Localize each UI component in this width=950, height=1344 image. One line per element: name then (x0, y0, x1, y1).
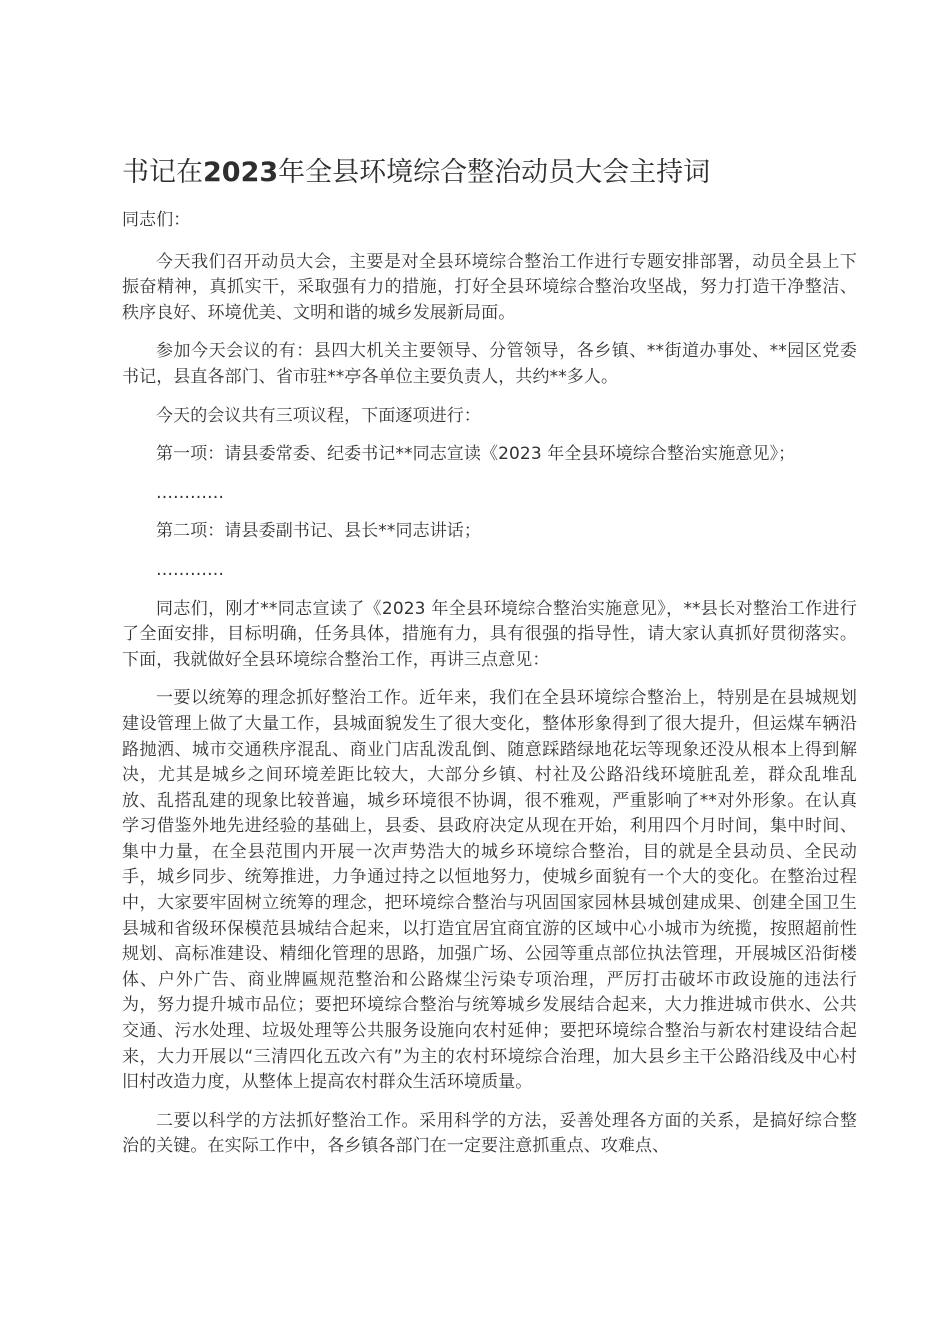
paragraph-point-two: 二要以科学的方法抓好整治工作。采用科学的方法，妥善处理各方面的关系，是搞好综合整治的关键。在实际工作中，各乡镇各部门在一定要注意抓重点、攻难点、 (122, 1110, 857, 1157)
title-year: 2023 (203, 157, 279, 188)
ellipsis-one: ………… (156, 482, 224, 503)
paragraph-agenda: 今天的会议共有三项议程，下面逐项进行： (156, 405, 481, 426)
ellipsis-two: ………… (156, 559, 224, 580)
salutation: 同志们： (122, 210, 191, 230)
title-suffix: 年全县环境综合整治动员大会主持词 (278, 157, 711, 188)
document-body (122, 208, 857, 1173)
title-prefix: 书记在 (122, 157, 203, 188)
paragraph-item-two: 第二项：请县委副书记、县长**同志讲话； (156, 521, 481, 542)
paragraph-item-one: 第一项：请县委常委、纪委书记**同志宣读《2023 年全县环境综合整治实施意见》； (156, 444, 796, 465)
paragraph-point-one: 一要以统筹的理念抓好整治工作。近年来，我们在全县环境综合整治上，特别是在县城规划建设管理上做了大量工作，县城面貌发生了很大变化，整体形象得到了很大提升，但运煤车辆沿路抛洒、城市交通秩序混乱、商业门店乱泼乱倒、随意踩踏绿地花坛等现象还没从根本上得到解决，尤其是城乡之间环境差距比较大，大部分乡镇、村社及公路沿线环境脏乱差，群众乱堆乱放、乱搭乱建的现象比较普遍，城乡环境很不协调，很不雅观，严重影响了**对外形象。在认真学习借鉴外地先进经验的基础上，县委、县政府决定从现在开始，利用四个月时间，集中时间、集中力量，在全县范围内开展一次声势浩大的城乡环境综合整治，目的就是全县动员、全民动手，城乡同步、统筹推进，力争通过持之以恒地努力，使城乡面貌有一个大的变化。在整治过程中，大家要牢固树立统筹的理念，把环境综合整治与巩固国家园林县城创建成果、创建全国卫生县城和省级环保模范县城结合起来，以打造宜居宜商宜游的区域中心小城市为统揽，按照超前性规划、高标准建设、精细化管理的思路，加强广场、公园等重点部位执法管理，开展城区沿街楼体、户外广告、商业牌匾规范整治和公路煤尘污染专项治理，严厉打击破坏市政设施的违法行为，努力提升城市品位；要把环境综合整治与统筹城乡发展结合起来，大力推进城市供水、公共交通、污水处理、垃圾处理等公共服务设施向农村延伸；要把环境综合整治与新农村建设结合起来，大力开展以“三清四化五改六有”为主的农村环境综合治理，加大县乡主干公路沿线及中心村旧村改造力度，从整体上提高农村群众生活环境质量。 (122, 688, 857, 1093)
paragraph-attendees: 参加今天会议的有：县四大机关主要领导、分管领导，各乡镇、**街道办事处、**园区党委书记，县直各部门、省市驻**亭各单位主要负责人，共约**多人。 (122, 341, 857, 387)
document-title (122, 154, 857, 192)
paragraph-opening: 今天我们召开动员大会，主要是对全县环境综合整治工作进行专题安排部署，动员全县上下振奋精神，真抓实干，采取强有力的措施，打好全县环境综合整治攻坚战，努力打造干净整洁、秩序良好、环境优美、文明和谐的城乡发展新局面。 (122, 251, 857, 323)
paragraph-summary: 同志们，刚才**同志宣读了《2023 年全县环境综合整治实施意见》，**县长对整治工作进行了全面安排，目标明确，任务具体，措施有力，具有很强的指导性，请大家认真抓好贯彻落实。下面，我就做好全县环境综合整治工作，再讲三点意见： (122, 598, 857, 670)
